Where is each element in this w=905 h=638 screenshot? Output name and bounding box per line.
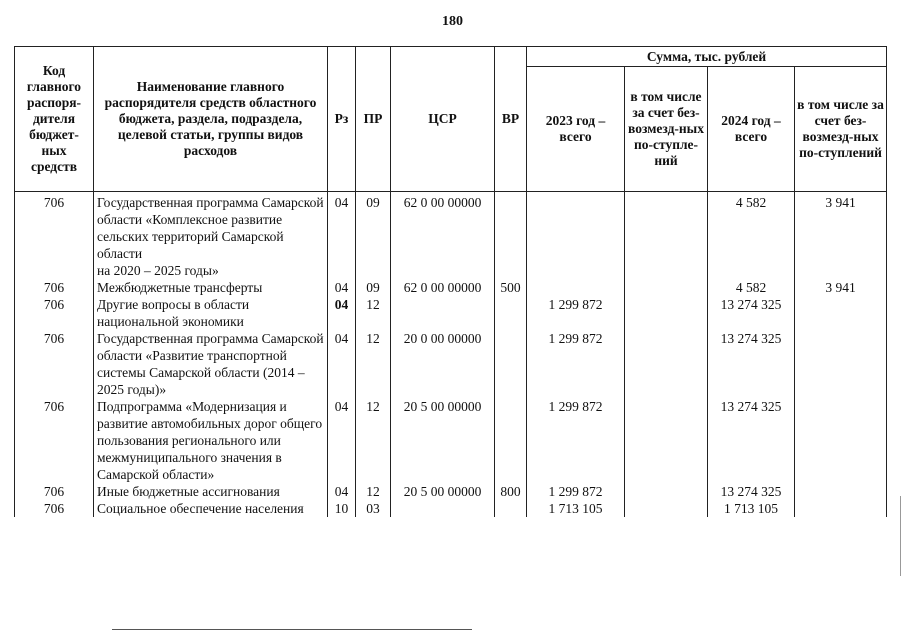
cell-2024-free	[795, 330, 887, 398]
cell-code: 706	[15, 330, 94, 398]
cell-pr: 09	[356, 279, 391, 296]
cell-vr: 800	[495, 483, 527, 500]
cell-name: Подпрограмма «Модернизация и развитие автомобильных дорог общего пользования регионального или межмуниципального значения в Самарской области»	[94, 398, 328, 483]
cell-rz: 04	[328, 483, 356, 500]
cell-pr: 09	[356, 192, 391, 280]
header-2024-total: 2024 год – всего	[708, 67, 795, 192]
cell-name: Межбюджетные трансферты	[94, 279, 328, 296]
cell-name: Иные бюджетные ассигнования	[94, 483, 328, 500]
header-csr: ЦСР	[391, 47, 495, 192]
page-number: 180	[442, 14, 463, 29]
cell-rz: 04	[328, 192, 356, 280]
cell-code: 706	[15, 192, 94, 280]
table-row	[15, 330, 887, 398]
table-row	[15, 500, 887, 517]
cell-code: 706	[15, 398, 94, 483]
cell-rz: 04	[328, 330, 356, 398]
cell-2024-free: 3 941	[795, 192, 887, 280]
cell-2023-total: 1 299 872	[527, 398, 625, 483]
cell-code: 706	[15, 296, 94, 330]
header-code: Код главного распоря-дителя бюджет-ных средств	[15, 47, 94, 192]
cell-pr: 12	[356, 483, 391, 500]
cell-code: 706	[15, 483, 94, 500]
cell-2023-total: 1 299 872	[527, 296, 625, 330]
cell-name: Государственная программа Самарской области «Развитие транспортной системы Самарской области (2014 – 2025 годы)»	[94, 330, 328, 398]
cell-csr	[391, 500, 495, 517]
cell-csr: 20 0 00 00000	[391, 330, 495, 398]
cell-2023-total: 1 299 872	[527, 330, 625, 398]
cell-2023-free	[625, 500, 708, 517]
cell-2023-free	[625, 192, 708, 280]
table-row	[15, 279, 887, 296]
cell-rz: 10	[328, 500, 356, 517]
cell-pr: 12	[356, 296, 391, 330]
cell-csr: 62 0 00 00000	[391, 192, 495, 280]
header-name: Наименование главного распорядителя средств областного бюджета, раздела, подраздела, целевой статьи, группы видов расходов	[94, 47, 328, 192]
bottom-divider	[112, 629, 472, 630]
cell-name: Другие вопросы в области национальной экономики	[94, 296, 328, 330]
scan-edge-line	[900, 496, 901, 576]
cell-csr: 20 5 00 00000	[391, 398, 495, 483]
header-rz: Рз	[328, 47, 356, 192]
cell-vr	[495, 330, 527, 398]
cell-2023-free	[625, 398, 708, 483]
cell-csr	[391, 296, 495, 330]
cell-rz: 04	[328, 398, 356, 483]
cell-2023-total: 1 299 872	[527, 483, 625, 500]
cell-code: 706	[15, 500, 94, 517]
cell-2023-free	[625, 330, 708, 398]
cell-pr: 12	[356, 398, 391, 483]
cell-csr: 62 0 00 00000	[391, 279, 495, 296]
cell-2024-free	[795, 296, 887, 330]
cell-2024-total: 13 274 325	[708, 296, 795, 330]
cell-name: Государственная программа Самарской области «Комплексное развитие сельских территорий Самарской области на 2020 – 2025 годы»	[94, 192, 328, 280]
table-row	[15, 483, 887, 500]
cell-2023-total: 1 713 105	[527, 500, 625, 517]
cell-2023-free	[625, 279, 708, 296]
header-sum-group: Сумма, тыс. рублей	[527, 47, 887, 67]
cell-2024-free	[795, 483, 887, 500]
cell-2024-total: 13 274 325	[708, 330, 795, 398]
cell-2023-free	[625, 296, 708, 330]
cell-rz: 04	[328, 279, 356, 296]
cell-2024-free	[795, 500, 887, 517]
header-2023-free: в том числе за счет без-возмезд-ных по-ступле-ний	[625, 67, 708, 192]
cell-2023-total	[527, 279, 625, 296]
table-row	[15, 192, 887, 280]
cell-vr	[495, 500, 527, 517]
cell-2024-total: 4 582	[708, 279, 795, 296]
cell-pr: 12	[356, 330, 391, 398]
table-row	[15, 398, 887, 483]
cell-vr	[495, 296, 527, 330]
cell-code: 706	[15, 279, 94, 296]
cell-2024-total: 1 713 105	[708, 500, 795, 517]
header-2023-total: 2023 год – всего	[527, 67, 625, 192]
cell-2023-total	[527, 192, 625, 280]
cell-2023-free	[625, 483, 708, 500]
cell-vr	[495, 398, 527, 483]
cell-vr: 500	[495, 279, 527, 296]
cell-vr	[495, 192, 527, 280]
header-vr: ВР	[495, 47, 527, 192]
header-pr: ПР	[356, 47, 391, 192]
cell-2024-total: 4 582	[708, 192, 795, 280]
cell-2024-free: 3 941	[795, 279, 887, 296]
cell-name: Социальное обеспечение населения	[94, 500, 328, 517]
cell-2024-total: 13 274 325	[708, 483, 795, 500]
cell-rz: 04	[328, 296, 356, 330]
cell-csr: 20 5 00 00000	[391, 483, 495, 500]
table-row	[15, 296, 887, 330]
header-2024-free: в том числе за счет без-возмезд-ных по-ступлений	[795, 67, 887, 192]
cell-2024-free	[795, 398, 887, 483]
cell-pr: 03	[356, 500, 391, 517]
cell-2024-total: 13 274 325	[708, 398, 795, 483]
budget-table	[14, 46, 887, 517]
